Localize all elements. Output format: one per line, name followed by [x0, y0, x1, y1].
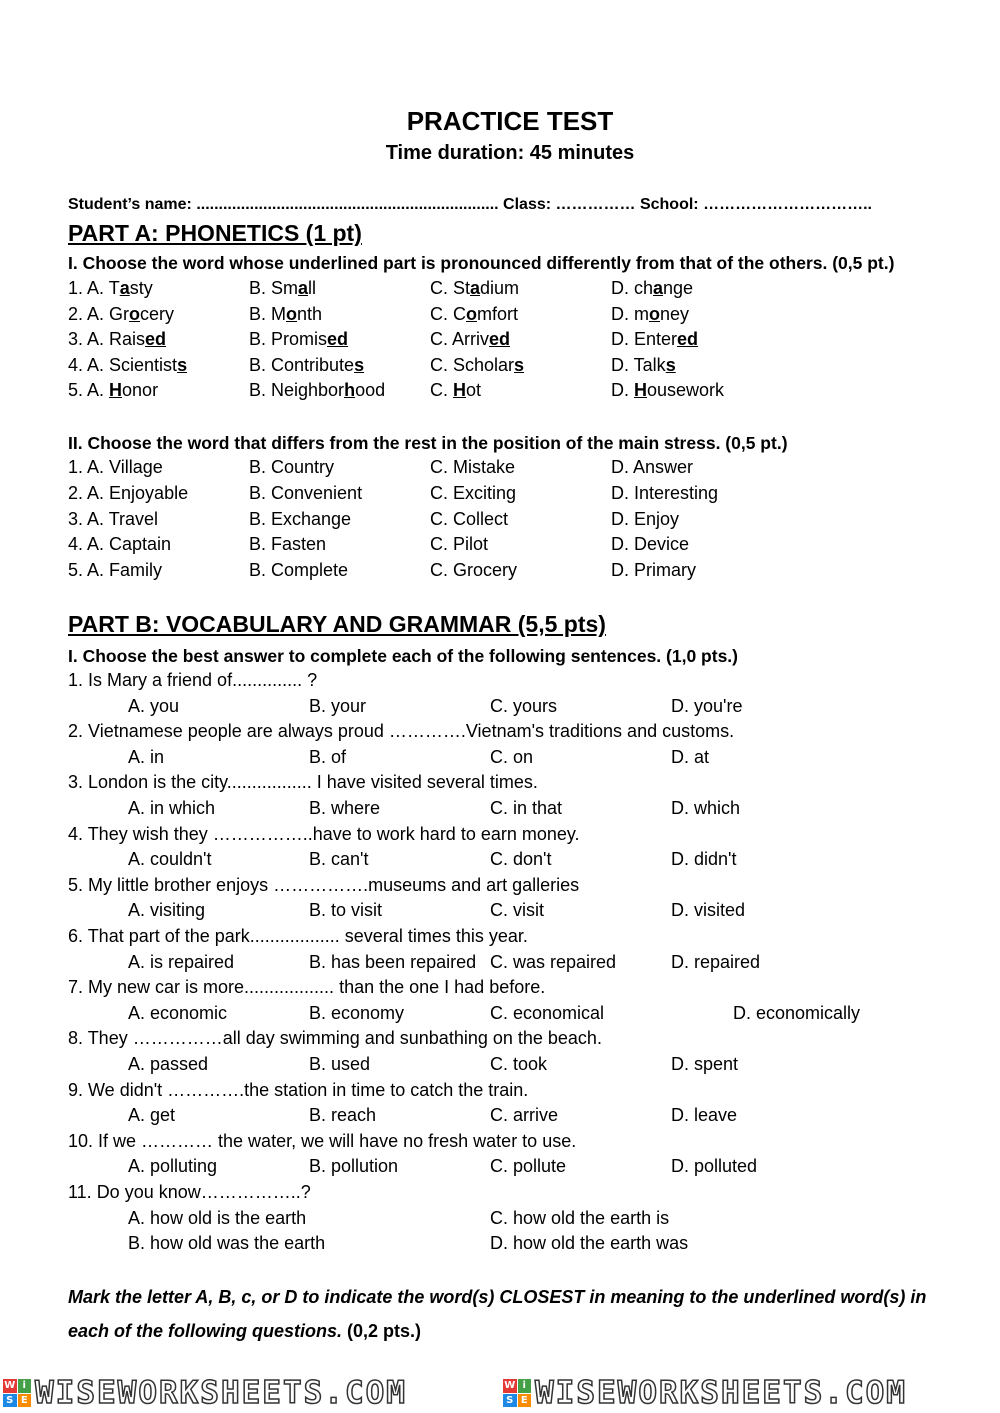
answer-option[interactable]: B. Exchange [249, 508, 352, 529]
part-b-heading: PART B: VOCABULARY AND GRAMMAR (5,5 pts) [68, 611, 606, 637]
answer-option[interactable]: C. Grocery [430, 560, 518, 581]
word-part: 2. A. Gr [68, 303, 130, 324]
answer-option[interactable]: C. arrive [490, 1105, 559, 1126]
answer-option[interactable] [430, 355, 524, 376]
word-part: B. Sm [249, 278, 299, 298]
underlined-part: o [466, 303, 477, 324]
answer-option[interactable]: D. how old the earth was [490, 1233, 689, 1254]
answer-option[interactable]: D. Answer [611, 457, 694, 477]
instruction-points: (0,2 pts.) [347, 1321, 422, 1341]
answer-option[interactable]: C. Pilot [430, 534, 489, 555]
answer-option[interactable] [611, 355, 676, 376]
underlined-part: H [634, 380, 648, 400]
underlined-part: s [514, 354, 525, 375]
answer-option[interactable]: B. of [309, 746, 347, 767]
question-text: 3. London is the city................. I have visited several times. [68, 772, 538, 793]
answer-option[interactable]: A. couldn't [128, 849, 212, 870]
watermark [3, 1375, 407, 1411]
word-part: ood [355, 380, 386, 400]
word-part: D. ch [611, 278, 654, 298]
word-part: sty [129, 278, 153, 298]
word-part: nth [297, 303, 323, 324]
answer-option[interactable]: D. spent [671, 1054, 739, 1074]
answer-option[interactable]: A. you [128, 695, 180, 716]
watermark [503, 1375, 907, 1411]
underlined-part: o [286, 303, 298, 324]
answer-option[interactable]: C. Exciting [430, 482, 517, 503]
word-part: D. Enter [611, 329, 678, 349]
answer-option[interactable]: C. in that [490, 798, 563, 818]
question-text: 8. They ……………all day swimming and sunbathing on the beach. [68, 1028, 602, 1049]
word-part: dium [480, 278, 520, 298]
word-part: nge [663, 278, 694, 298]
word-part: C. Arriv [430, 329, 490, 349]
answer-option[interactable] [68, 380, 158, 401]
answer-option[interactable]: A. polluting [128, 1156, 218, 1177]
word-part: B. Promis [249, 329, 328, 349]
answer-option[interactable]: D. repaired [671, 951, 761, 972]
question-text: 10. If we ………… the water, we will have no fresh water to use. [68, 1130, 577, 1151]
answer-option[interactable]: D. you're [671, 695, 743, 716]
answer-option[interactable]: C. visit [490, 900, 544, 921]
underlined-part: s [665, 354, 676, 375]
answer-option[interactable]: 2. A. Enjoyable [68, 482, 189, 503]
part-a-section-1-instruction: I. Choose the word whose underlined part is pronounced differently from that of the others. (0,5 pt.) [68, 253, 895, 273]
underlined-part: ed [145, 329, 167, 349]
word-part: ousework [647, 380, 725, 400]
word-part: C. [430, 380, 454, 400]
underlined-part: o [129, 303, 141, 324]
answer-option[interactable]: A. get [128, 1105, 176, 1126]
word-part: 5. A. [68, 380, 110, 400]
answer-option[interactable]: B. used [309, 1054, 371, 1074]
answer-option[interactable]: B. to visit [309, 900, 383, 921]
answer-option[interactable]: D. Device [611, 534, 690, 555]
logo-tile: i [518, 1379, 532, 1393]
question-text: 2. Vietnamese people are always proud ………….Vietnam's traditions and customs. [68, 721, 735, 742]
answer-option[interactable]: D. Enjoy [611, 508, 680, 529]
answer-option[interactable] [68, 355, 187, 376]
answer-option[interactable]: A. in which [128, 798, 216, 818]
answer-option[interactable]: B. Fasten [249, 534, 327, 555]
word-part: B. Contribute [249, 354, 355, 375]
word-part: ll [308, 278, 317, 298]
answer-option[interactable]: C. how old the earth is [490, 1207, 670, 1228]
question-text: 11. Do you know……………..? [68, 1182, 311, 1202]
word-part: C. St [430, 278, 471, 298]
logo-tile: E [18, 1394, 32, 1408]
answer-option[interactable]: B. how old was the earth [128, 1233, 326, 1254]
answer-option[interactable]: C. economical [490, 1002, 605, 1023]
underlined-part: ed [677, 329, 699, 349]
answer-option[interactable]: C. was repaired [490, 951, 617, 972]
underlined-part: s [354, 354, 365, 375]
underlined-part: h [344, 380, 356, 400]
answer-option[interactable]: B. can't [309, 849, 369, 870]
logo-tile: E [518, 1394, 532, 1408]
answer-option[interactable] [68, 329, 166, 350]
answer-option[interactable]: B. Complete [249, 560, 349, 581]
closest-meaning-instruction [68, 1280, 948, 1348]
student-info-line: Student’s name: .................................................................... Class: …………… School: ………………………….. [68, 196, 872, 213]
instruction-text: Mark the letter A, B, c, or D to indicate the word(s) CLOSEST in meaning to the underlined word(s) in each of the following questions. [68, 1287, 927, 1341]
word-part: onor [122, 380, 159, 400]
answer-option[interactable]: A. in [128, 746, 165, 767]
answer-option[interactable]: A. visiting [128, 900, 206, 921]
answer-option[interactable]: C. took [490, 1054, 548, 1074]
answer-option[interactable]: C. Collect [430, 508, 509, 529]
answer-option[interactable] [249, 329, 348, 350]
answer-option[interactable] [611, 329, 698, 350]
answer-option[interactable]: D. which [671, 798, 741, 818]
answer-option[interactable] [249, 278, 316, 299]
word-part: D. m [611, 303, 649, 324]
answer-option[interactable]: C. pollute [490, 1156, 567, 1177]
word-part: B. Neighbor [249, 380, 345, 400]
time-duration: Time duration: 45 minutes [385, 142, 635, 164]
answer-option[interactable] [611, 380, 724, 401]
answer-option[interactable]: A. how old is the earth [128, 1207, 307, 1228]
answer-option[interactable]: D. visited [671, 900, 746, 921]
word-part: ney [660, 303, 690, 324]
word-part: C. Scholar [430, 354, 515, 375]
answer-option[interactable]: D. polluted [671, 1156, 758, 1177]
answer-option[interactable] [611, 278, 693, 299]
watermark-text: WISEWORKSHEETS.COM [535, 1375, 907, 1411]
answer-option[interactable] [430, 304, 518, 325]
word-part: C. C [430, 303, 466, 324]
answer-option[interactable]: C. Mistake [430, 457, 516, 477]
watermark-banner [0, 1372, 1000, 1413]
underlined-part: a [653, 278, 664, 298]
answer-option[interactable]: A. is repaired [128, 951, 235, 972]
part-a-heading: PART A: PHONETICS (1 pt) [68, 220, 362, 246]
underlined-part: H [109, 380, 123, 400]
answer-option[interactable] [68, 278, 153, 299]
watermark-text: WISEWORKSHEETS.COM [35, 1375, 407, 1411]
answer-option[interactable]: A. passed [128, 1054, 209, 1074]
underlined-part: a [470, 278, 481, 298]
answer-option[interactable]: 1. A. Village [68, 457, 163, 477]
word-part: ot [466, 380, 482, 400]
logo-tile: S [503, 1394, 517, 1408]
question-text: 6. That part of the park.................. several times this year. [68, 926, 528, 946]
underlined-part: ed [327, 329, 349, 349]
answer-option[interactable]: D. at [671, 746, 710, 767]
wiseworksheets-logo-icon [3, 1379, 31, 1407]
answer-option[interactable]: B. has been repaired [309, 951, 477, 972]
question-text: 7. My new car is more.................. than the one I had before. [68, 977, 546, 998]
underlined-part: s [177, 354, 188, 375]
answer-option[interactable] [430, 278, 519, 299]
underlined-part: a [119, 278, 130, 298]
answer-option[interactable] [249, 380, 385, 401]
word-part: D. [611, 380, 635, 400]
question-text: 5. My little brother enjoys …………….museums and art galleries [68, 874, 580, 895]
question-text: 1. Is Mary a friend of.............. ? [68, 670, 318, 690]
answer-option[interactable]: D. didn't [671, 849, 737, 870]
answer-option[interactable]: D. Primary [611, 560, 696, 581]
logo-tile: i [18, 1379, 32, 1393]
page-title: PRACTICE TEST [406, 106, 614, 136]
word-part: 1. A. T [68, 278, 120, 298]
answer-option[interactable]: C. yours [490, 695, 558, 716]
answer-option[interactable] [611, 304, 689, 325]
part-b-section-1-instruction: I. Choose the best answer to complete each of the following sentences. (1,0 pts.) [68, 646, 738, 666]
answer-option[interactable]: 4. A. Captain [68, 534, 172, 555]
word-part: mfort [477, 303, 519, 324]
logo-tile: W [4, 1380, 16, 1392]
answer-option[interactable] [430, 380, 481, 401]
logo-tile: W [504, 1380, 516, 1392]
answer-option[interactable]: B. economy [309, 1002, 405, 1023]
question-text: 9. We didn't ………….the station in time to catch the train. [68, 1079, 529, 1100]
word-part: cery [140, 303, 175, 324]
answer-option[interactable]: B. pollution [309, 1156, 399, 1177]
answer-option[interactable]: B. your [309, 695, 367, 716]
answer-option[interactable]: D. Interesting [611, 482, 719, 503]
word-part: D. Talk [611, 354, 666, 375]
answer-option[interactable]: B. Country [249, 457, 335, 477]
answer-option[interactable]: D. leave [671, 1105, 738, 1126]
answer-option[interactable]: B. where [309, 798, 381, 818]
answer-option[interactable]: 3. A. Travel [68, 508, 159, 529]
logo-tile: S [3, 1394, 17, 1408]
underlined-part: a [298, 278, 309, 298]
answer-option[interactable] [430, 329, 510, 350]
word-part: 3. A. Rais [68, 329, 146, 349]
answer-option[interactable]: A. economic [128, 1002, 228, 1023]
answer-option[interactable] [68, 304, 174, 325]
answer-option[interactable] [249, 304, 322, 325]
part-a-section-2-instruction: II. Choose the word that differs from the rest in the position of the main stress. (0,5 pt.) [68, 433, 788, 453]
answer-option[interactable]: B. Convenient [249, 482, 363, 503]
underlined-part: o [649, 303, 660, 324]
answer-option[interactable]: B. reach [309, 1105, 377, 1126]
underlined-part: ed [489, 329, 511, 349]
answer-option[interactable]: D. economically [733, 1002, 861, 1023]
word-part: 4. A. Scientist [68, 354, 178, 375]
wiseworksheets-logo-icon [503, 1379, 531, 1407]
underlined-part: H [453, 380, 467, 400]
answer-option[interactable]: 5. A. Family [68, 560, 163, 581]
question-text: 4. They wish they ……………..have to work hard to earn money. [68, 823, 580, 844]
answer-option[interactable]: C. don't [490, 849, 552, 870]
answer-option[interactable]: C. on [490, 746, 534, 767]
answer-option[interactable] [249, 355, 364, 376]
word-part: B. M [249, 303, 287, 324]
